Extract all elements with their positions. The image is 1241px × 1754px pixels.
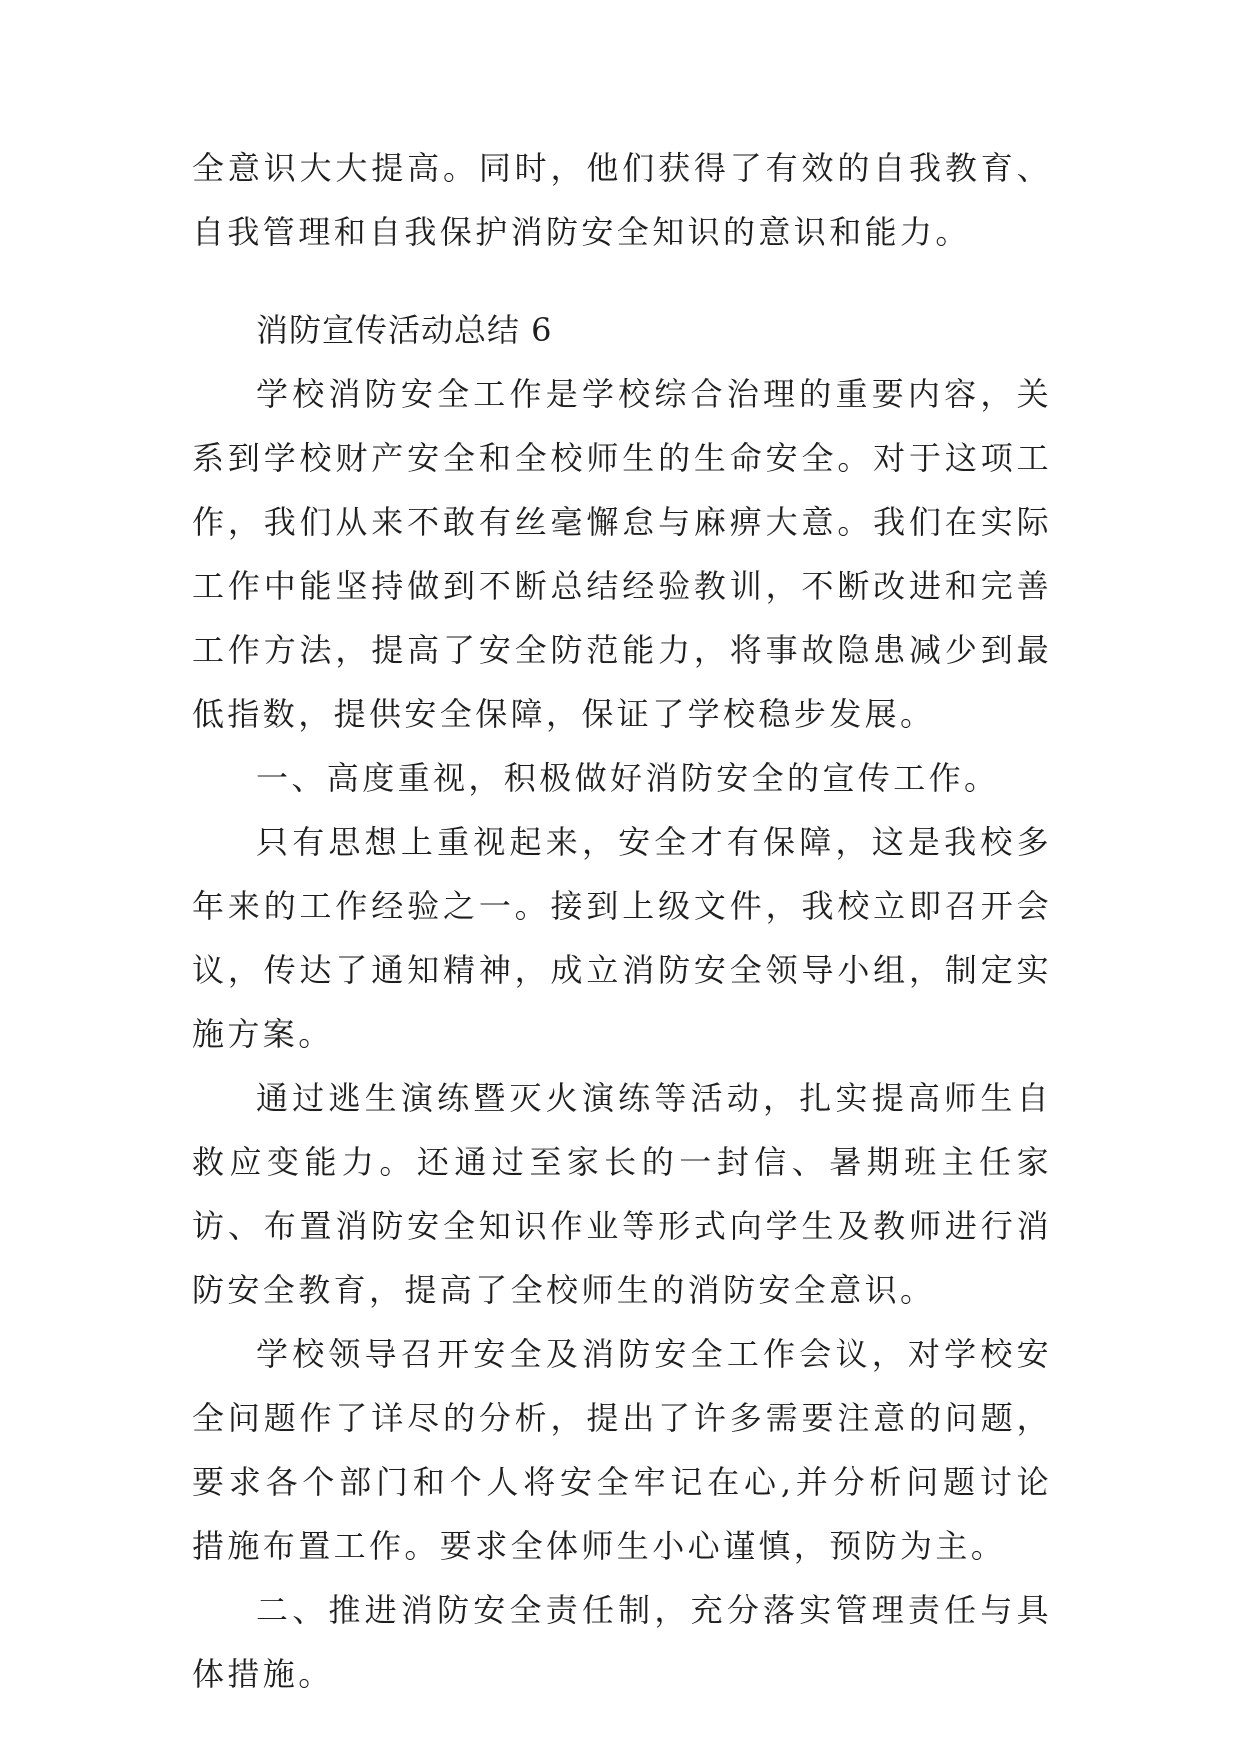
continuation-block xyxy=(192,136,1052,264)
section-title: 消防宣传活动总结 6 xyxy=(256,311,553,349)
continuation-paragraph: 全意识大大提高。同时，他们获得了有效的自我教育、自我管理和自我保护消防安全知识的意识和能力。 xyxy=(192,149,1052,251)
section-body xyxy=(192,298,1052,1706)
paragraph-heading-one: 一、高度重视，积极做好消防安全的宣传工作。 xyxy=(256,759,1000,797)
paragraph-drills: 通过逃生演练暨灭火演练等活动，扎实提高师生自救应变能力。还通过至家长的一封信、暑期班主任家访、布置消防安全知识作业等形式向学生及教师进行消防安全教育，提高了全校师生的消防安全意识。 xyxy=(192,1079,1052,1309)
paragraph-heading-two: 二、推进消防安全责任制，充分落实管理责任与具体措施。 xyxy=(192,1591,1052,1693)
paragraph-meeting: 学校领导召开安全及消防安全工作会议，对学校安全问题作了详尽的分析，提出了许多需要注意的问题，要求各个部门和个人将安全牢记在心,并分析问题讨论措施布置工作。要求全体师生小心谨慎，预防为主。 xyxy=(192,1335,1052,1565)
paragraph-awareness: 只有思想上重视起来，安全才有保障，这是我校多年来的工作经验之一。接到上级文件，我校立即召开会议，传达了通知精神，成立消防安全领导小组，制定实施方案。 xyxy=(192,823,1052,1053)
paragraph-intro: 学校消防安全工作是学校综合治理的重要内容，关系到学校财产安全和全校师生的生命安全。对于这项工作，我们从来不敢有丝毫懈怠与麻痹大意。我们在实际工作中能坚持做到不断总结经验教训，不断改进和完善工作方法，提高了安全防范能力，将事故隐患减少到最低指数，提供安全保障，保证了学校稳步发展。 xyxy=(192,375,1052,733)
